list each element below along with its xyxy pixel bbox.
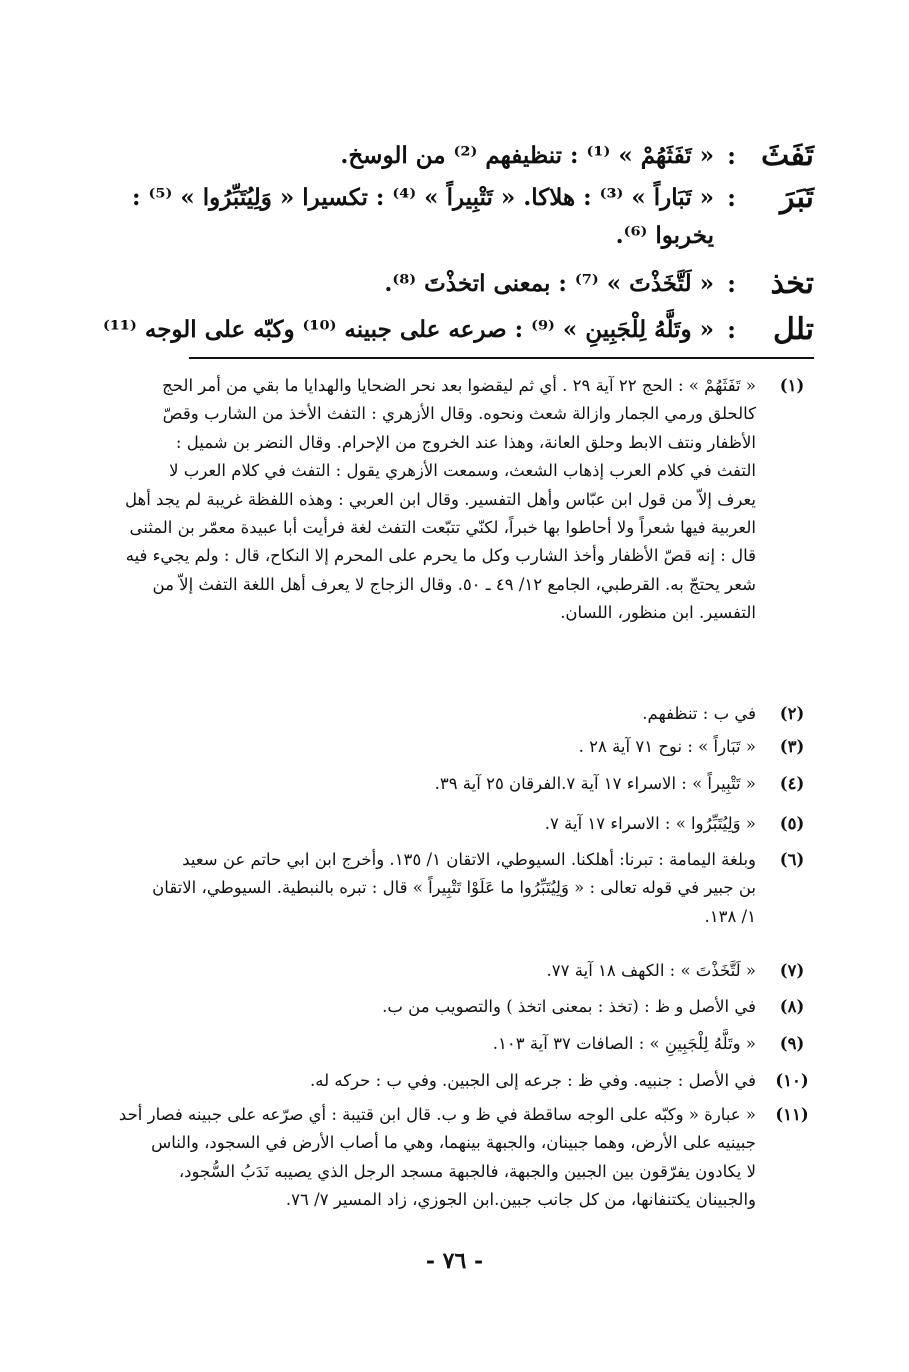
- footnote-text: [118, 1101, 756, 1215]
- footnote-number: (٤): [779, 774, 805, 793]
- footnote-separator: [189, 357, 814, 359]
- footnote-line: « لَتَّخَذْتَ » : الكهف ١٨ آية ٧٧.: [546, 961, 756, 980]
- footnote-line: في ب : تنظفهم.: [642, 704, 756, 723]
- footnote-text: [144, 846, 756, 931]
- footnote-number: (٣): [779, 737, 805, 756]
- footnote-line: « تَتْبِيراً » : الاسراء ١٧ آية ٧.الفرقان ٢٥ آية ٣٩.: [434, 774, 756, 793]
- footnote-line: يعرف إلاّ من قول ابن عبّاس وأهل التفسير. وقال ابن العربي : وهذه اللفظة غريبة لم يجد أهل: [125, 489, 756, 509]
- footnote-number: (٢): [779, 704, 805, 723]
- footnote-text: [144, 993, 756, 1021]
- footnote-number: (٧): [779, 961, 805, 980]
- footnote-line: « تَبَاراً » : نوح ٧١ آية ٢٨ .: [578, 737, 756, 756]
- entry-headword: تخذ: [770, 266, 814, 301]
- footnote-number: (١٠): [775, 1071, 809, 1090]
- entry-definition: « تَفَثَهُمْ » ⁽¹⁾ : تنظيفهم ⁽²⁾ من الوسخ.: [340, 142, 714, 169]
- entry-colon: :: [727, 269, 736, 298]
- footnote-text: [144, 810, 756, 838]
- footnote-number: (٥): [779, 814, 805, 833]
- entry-definition: « تَبَاراً » ⁽³⁾ : هلاكا. « تَتْبِيراً » ⁽⁴⁾ : تكسيرا « وَلِيُتَبِّرُوا » ⁽⁵⁾ :: [132, 184, 714, 211]
- entry-definition: « وتَلَّهُ لِلْجَبِينِ » ⁽⁹⁾ : صرعه على جبينه ⁽¹⁰⁾ وكبّه على الوجه ⁽¹¹⁾: [103, 316, 714, 343]
- footnote-line: ١/ ١٣٨.: [704, 906, 756, 926]
- footnote-number: (٦): [779, 850, 805, 869]
- footnote-line: بن جبير في قوله تعالى : « وَلِيُتَبِّرُوا ما عَلَوْا تَتْبِيراً » قال : تبره بالنبطية. السيوطي، الاتقان: [152, 878, 756, 898]
- footnote-text: [144, 733, 756, 761]
- footnote-line: التفث في كلام العرب إذهاب الشعث، وسمعت الأزهري يقول : التفث في كلام العرب لا: [169, 461, 756, 481]
- footnote-text: [144, 770, 756, 798]
- entry-definition: « لَتَّخَذْتَ » ⁽⁷⁾ : بمعنى اتخذْتَ ⁽⁸⁾.: [384, 270, 714, 297]
- footnote-line: كالحلق ورمي الجمار وازالة شعث ونحوه. وقال الأزهري : التفث الأخذ من الشارب وقصّ: [162, 404, 756, 424]
- footnote-line: والجبينان يكتنفانها، من كل جانب جبين.ابن الجوزي، زاد المسير ٧/ ٧٦.: [285, 1190, 756, 1210]
- footnote-text: [144, 700, 756, 728]
- entry-headword: تَفَثَ: [761, 138, 814, 173]
- entry-headword: تَبَرَ: [780, 180, 814, 215]
- footnote-line: لا يكادون يفرّقون بين الجبين والجبهة، فالجبهة مسجد الرجل الذي يصيبه نَدَبُ السُّجود،: [178, 1161, 756, 1181]
- footnote-line: « تَفَثَهُمْ » : الحج ٢٢ آية ٢٩ . أي ثم ليقضوا بعد نحر الضحايا والهدايا ما بقي من أمر الحج: [162, 376, 756, 395]
- footnote-line: العربية فيها شعراً ولا أحاطوا بها خبراً، لكنّي تتبّعت التفث لغة فرأيت أبا عبيدة معمّر بن المثنى: [129, 517, 756, 537]
- footnote-number: (٨): [779, 997, 805, 1016]
- footnote-line: « وَلِيُتَبِّرُوا » : الاسراء ١٧ آية ٧.: [544, 814, 756, 833]
- entry-colon: :: [727, 315, 736, 344]
- footnote-text: [144, 1030, 756, 1058]
- footnote-number: (٩): [779, 1034, 805, 1053]
- entry-definition-continued: يخربوا ⁽⁶⁾.: [615, 222, 714, 249]
- footnote-line: قال : إنه قصّ الأظفار وأخذ الشارب وكل ما يحرم على المحرم إلا النكاح، قال : ولم يجيء فيه: [125, 546, 756, 566]
- footnote-text: [125, 372, 756, 628]
- footnote-line: في الأصل و ظ : (تخذ : بمعنى اتخذ ) والتصويب من ب.: [382, 997, 756, 1016]
- footnote-text: [144, 957, 756, 985]
- footnote-line: الأظفار ونتف الابط وحلق العانة، وهذا عند الخروج من الإحرام. وقال النضر بن شميل :: [175, 432, 756, 452]
- footnote-line: جبينيه على الأرض، وهما جبينان، والجبهة بينهما، وهي ما أصاب الأرض في السجود، والناس: [151, 1133, 756, 1153]
- footnote-number: (١): [779, 376, 805, 395]
- entry-colon: :: [727, 141, 736, 170]
- footnote-line: « عبارة « وكبّه على الوجه ساقطة في ظ و ب. قال ابن قتيبة : أي صرّعه على جبينه فصار أحد: [118, 1105, 756, 1124]
- page-number: - ٧٦ -: [425, 1248, 484, 1274]
- entry-headword: تلل: [772, 312, 814, 347]
- footnote-line: التفسير. ابن منظور، اللسان.: [560, 603, 756, 623]
- footnote-number: (١١): [775, 1105, 809, 1124]
- footnote-line: شعر يحتجّ به. القرطبي، الجامع ١٢/ ٤٩ ـ ٥٠. وقال الزجاج لا يعرف أهل اللغة التفث إلاّ من: [152, 574, 756, 594]
- footnote-line: في الأصل : جنبيه. وفي ظ : جرعه إلى الجبين. وفي ب : حركه له.: [310, 1071, 756, 1090]
- footnote-line: « وتَلَّهُ لِلْجَبِينِ » : الصافات ٣٧ آية ١٠٣.: [492, 1034, 756, 1053]
- footnote-text: [144, 1067, 756, 1095]
- entry-colon: :: [727, 183, 736, 212]
- footnote-line: وبلغة اليمامة : تبرنا: أهلكنا. السيوطي، الاتقان ١/ ١٣٥. وأخرج ابن ابي حاتم عن سعيد: [182, 850, 756, 869]
